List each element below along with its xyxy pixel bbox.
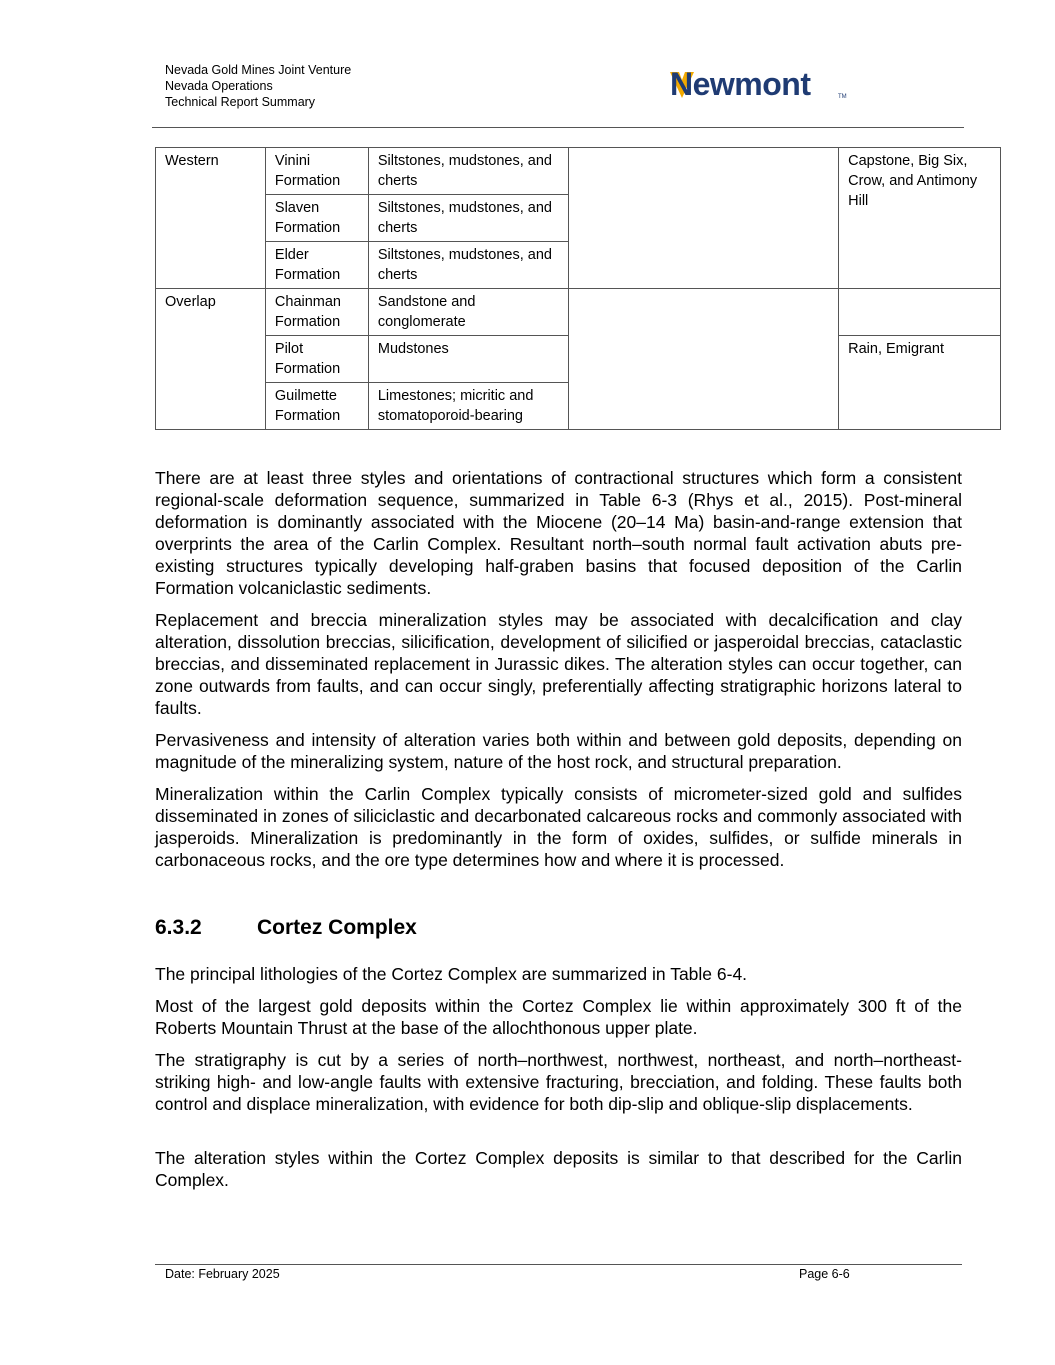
header-report-type: Technical Report Summary — [165, 95, 316, 109]
lithology-table — [155, 147, 1001, 430]
paragraph: There are at least three styles and orientations of contractional structures which form a consistent regional-scale deformation sequence, summarized in Table 6-3 (Rhys et al., 2015). Post-mineral deformation is dominantly associated with the Miocene (20–14 Ma) basin-and-range extension that overprints the area of the Carlin Complex. Resultant north–south normal fault activation abuts pre-existing structures typically developing half-graben basins that focused deposition of the Carlin Formation volcaniclastic sediments. — [155, 468, 962, 598]
lithology-cell: Mudstones — [368, 336, 568, 383]
paragraph: The stratigraphy is cut by a series of north–northwest, northwest, northeast, and north–northeast-striking high- and low-angle faults with extensive fracturing, brecciation, and folding. These faults both control and displace mineralization, with evidence for both dip-slip and oblique-slip displacements. — [155, 1050, 962, 1114]
formation-cell: Pilot Formation — [265, 336, 368, 383]
formation-cell: Vinini Formation — [265, 148, 368, 195]
deposits-cell: Rain, Emigrant — [839, 336, 1001, 430]
logo-trademark: TM — [838, 94, 847, 100]
header-divider — [152, 127, 964, 128]
deposits-cell: Capstone, Big Six, Crow, and Antimony Hill — [839, 148, 1001, 289]
deposits-cell — [839, 289, 1001, 336]
footer-divider — [155, 1264, 962, 1265]
lithology-cell: Siltstones, mudstones, and cherts — [368, 195, 568, 242]
formation-cell: Chainman Formation — [265, 289, 368, 336]
section-title: Cortez Complex — [257, 916, 417, 939]
formation-cell: Slaven Formation — [265, 195, 368, 242]
lithology-cell: Limestones; micritic and stomatoporoid-bearing — [368, 383, 568, 430]
section-heading — [155, 916, 417, 940]
logo-wordmark: Newmont — [670, 66, 811, 102]
empty-cell — [568, 289, 838, 430]
group-cell: Western — [156, 148, 266, 289]
paragraph: Most of the largest gold deposits within the Cortez Complex lie within approximately 300 ft of the Roberts Mountain Thrust at the base of the allochthonous upper plate. — [155, 996, 962, 1038]
group-cell: Overlap — [156, 289, 266, 430]
paragraph: The principal lithologies of the Cortez Complex are summarized in Table 6-4. — [155, 964, 748, 984]
header-company: Nevada Gold Mines Joint Venture — [165, 63, 352, 77]
paragraph: Mineralization within the Carlin Complex typically consists of micrometer-sized gold and sulfides disseminated in zones of siliciclastic and decarbonated calcareous rocks and commonly associated with jasperoids. Mineralization is predominantly in the form of oxides, sulfides, or sulfide minerals in carbonaceous rocks, and the ore type determines how and where it is processed. — [155, 784, 962, 870]
report-header — [165, 62, 351, 110]
paragraph: The alteration styles within the Cortez Complex deposits is similar to that described for the Carlin Complex. — [155, 1148, 962, 1190]
table-row — [156, 289, 1001, 336]
paragraph: Pervasiveness and intensity of alteration varies both within and between gold deposits, depending on magnitude of the mineralizing system, nature of the host rock, and structural preparation. — [155, 730, 962, 772]
lithology-cell: Siltstones, mudstones, and cherts — [368, 242, 568, 289]
footer-page-number: Page 6-6 — [799, 1267, 850, 1281]
paragraph: Replacement and breccia mineralization styles may be associated with decalcification and clay alteration, dissolution breccias, silicification, development of silicified or jasperoidal breccias, cataclastic breccias, and disseminated replacement in Jurassic dikes. The alteration styles can occur together, can zone outwards from faults, and can occur singly, preferentially affecting stratigraphic horizons lateral to faults. — [155, 610, 962, 718]
table-row — [156, 148, 1001, 195]
header-operations: Nevada Operations — [165, 79, 273, 93]
lithology-cell: Sandstone and conglomerate — [368, 289, 568, 336]
section-number: 6.3.2 — [155, 916, 202, 939]
formation-cell: Elder Formation — [265, 242, 368, 289]
empty-cell — [568, 148, 838, 289]
footer-date: Date: February 2025 — [165, 1267, 280, 1281]
lithology-cell: Siltstones, mudstones, and cherts — [368, 148, 568, 195]
formation-cell: Guilmette Formation — [265, 383, 368, 430]
